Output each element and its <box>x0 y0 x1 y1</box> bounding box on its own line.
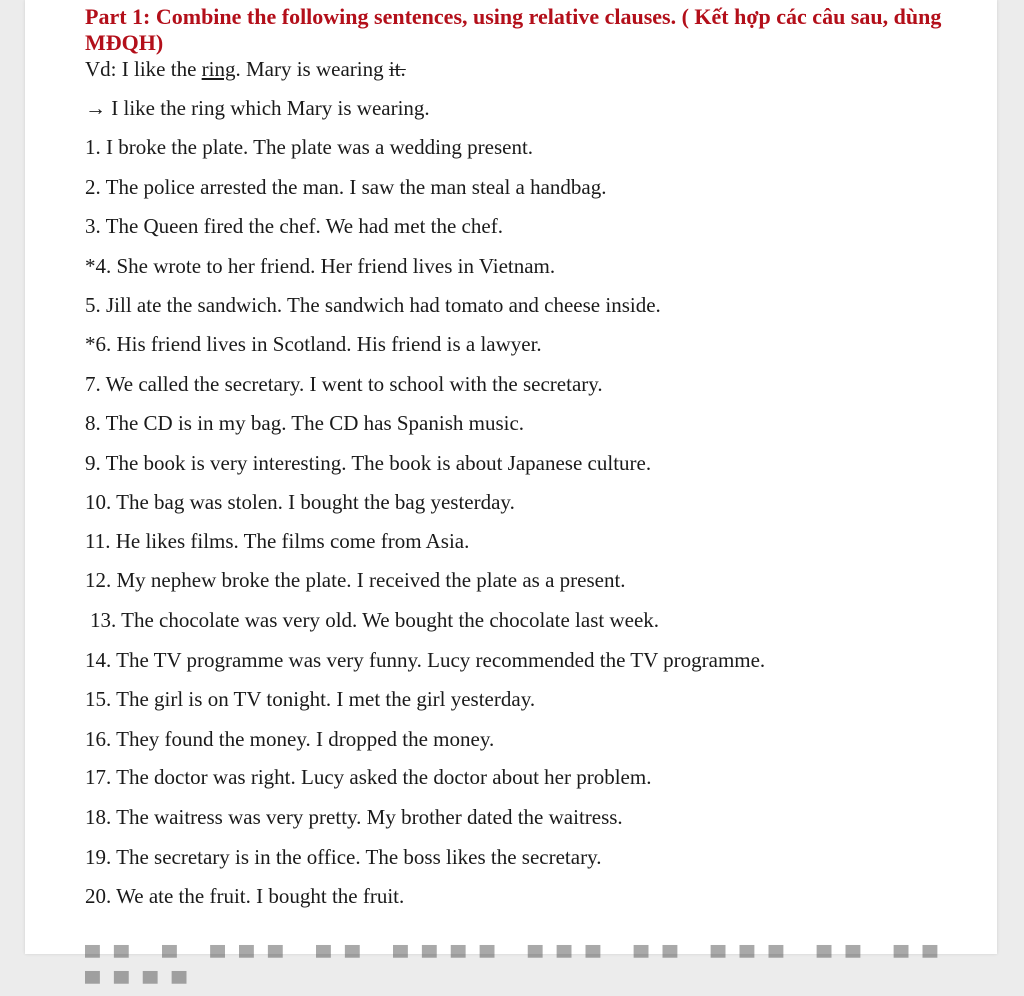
exercise-item-7: 7. We called the secretary. I went to school with the secretary. <box>85 372 603 396</box>
exercise-item-12: 12. My nephew broke the plate. I received the plate as a present. <box>85 568 626 592</box>
exercise-item-1: 1. I broke the plate. The plate was a wedding present. <box>85 135 534 159</box>
document-page <box>25 0 997 995</box>
exercise-item-20: 20. We ate the fruit. I bought the fruit. <box>85 884 405 908</box>
example-underlined-word: ring <box>201 57 236 81</box>
cut-off-next-line: ▀▀ ▀ ▀▀▀ ▀▀ ▀▀▀▀ ▀▀▀ ▀▀ ▀▀▀ ▀▀ ▀▀ ▀▀▀▀ <box>85 945 952 995</box>
exercise-item-16: 16. They found the money. I dropped the money. <box>85 727 495 751</box>
example-prefix: Vd: I like the <box>85 57 202 81</box>
exercise-item-2: 2. The police arrested the man. I saw the man steal a handbag. <box>85 175 607 199</box>
example-middle: . Mary is wearing <box>235 57 389 81</box>
example-struck-word: it. <box>388 57 406 81</box>
exercise-item-10: 10. The bag was stolen. I bought the bag yesterday. <box>85 490 515 514</box>
exercise-item-11: 11. He likes films. The films come from Asia. <box>85 529 470 553</box>
exercise-item-3: 3. The Queen fired the chef. We had met the chef. <box>85 214 503 238</box>
example-sentence <box>85 56 406 82</box>
exercise-item-14: 14. The TV programme was very funny. Lucy recommended the TV programme. <box>85 648 766 672</box>
exercise-item-17: 17. The doctor was right. Lucy asked the doctor about her problem. <box>85 765 652 789</box>
example-answer: → I like the ring which Mary is wearing. <box>85 96 430 120</box>
exercise-item-8: 8. The CD is in my bag. The CD has Spanish music. <box>85 411 525 435</box>
exercise-item-19: 19. The secretary is in the office. The boss likes the secretary. <box>85 845 602 869</box>
exercise-item-9: 9. The book is very interesting. The book is about Japanese culture. <box>85 451 652 475</box>
exercise-item-4: *4. She wrote to her friend. Her friend lives in Vietnam. <box>85 254 556 278</box>
exercise-item-13: 13. The chocolate was very old. We bought the chocolate last week. <box>90 608 660 632</box>
part-title: Part 1: Combine the following sentences, using relative clauses. ( Kết hợp các câu sau, dùng MĐQH) <box>85 4 942 55</box>
exercise-item-5: 5. Jill ate the sandwich. The sandwich had tomato and cheese inside. <box>85 293 661 317</box>
exercise-item-18: 18. The waitress was very pretty. My brother dated the waitress. <box>85 805 623 829</box>
exercise-item-15: 15. The girl is on TV tonight. I met the girl yesterday. <box>85 687 536 711</box>
exercise-item-6: *6. His friend lives in Scotland. His friend is a lawyer. <box>85 332 542 356</box>
